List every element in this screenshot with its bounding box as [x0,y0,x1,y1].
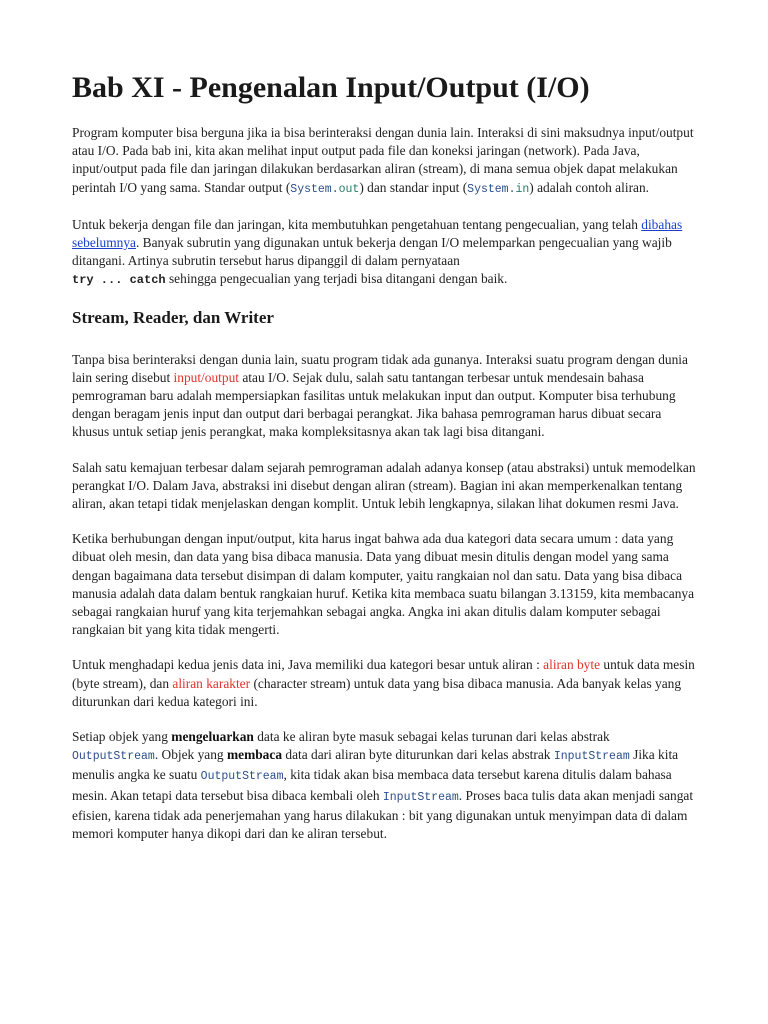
section-heading: Stream, Reader, dan Writer [72,307,274,327]
text: Jika kita menulis angka ke suatu [72,747,679,783]
text: Untuk menghadapi kedua jenis data ini, Java memiliki dua kategori besar untuk aliran : [72,657,544,673]
paragraph-io [72,351,697,442]
paragraph-stream: Salah satu kemajuan terbesar dalam sejarah pemrograman adalah adanya konsep (atau abstraksi) untuk memodelkan perangkat I/O. Dalam Java, abstraksi ini disebut dengan aliran (stream). Bagian ini akan memperkenalkan tentang aliran, akan tetapi tidak menjelaskan dengan komplit. Untuk lebih lengkapnya, silakan lihat dokumen resmi Java. [72,459,696,512]
text: ) adalah contoh aliran. [529,179,650,195]
code-in: in [515,182,530,196]
code-outputstream: OutputStream [200,770,284,784]
code-inputstream: InputStream [553,750,630,764]
text: Program komputer bisa berguna jika ia bisa berinteraksi dengan dunia lain. Interaksi di sini maksudnya input/output atau I/O. Pada bab ini, kita akan melihat input output pada file dan koneksi jaringan (network). Pada Java, input/output pada file dan jaringan dilakukan berdasarkan aliran (stream), di mana semua objek dapat melakukan perintah I/O yang sama. Standar output ( [72,125,694,195]
bold-membaca: membaca [226,747,283,763]
text: . Banyak subrutin yang digunakan untuk bekerja dengan I/O melemparkan pengecualian yang wajib ditangani. Artinya subrutin tersebut harus dipanggil di dalam pernyataan [72,235,672,269]
highlight-input-output: input/output [173,369,240,385]
text: Tanpa bisa berinteraksi dengan dunia lain, suatu program tidak ada gunanya. Interaksi suatu program dengan dunia lain sering disebut [72,351,688,385]
paragraph-byte-streams [72,728,697,843]
text: Setiap objek yang [72,729,172,745]
text: (character stream) untuk data yang bisa dibaca manusia. Ada banyak kelas yang diturunkan dari kedua kategori ini. [72,675,682,709]
paragraph-stream-types [72,656,697,711]
text: untuk data mesin (byte stream), dan [72,657,695,691]
document-page [72,70,697,860]
code-inputstream: InputStream [382,790,459,804]
page-title: Bab XI - Pengenalan Input/Output (I/O) [72,71,590,104]
highlight-aliran-byte: aliran byte [543,657,601,673]
text: , kita tidak akan bisa membaca data tersebut karena ditulis dalam bahasa mesin. Akan tetapi data tersebut bisa dibaca kembali oleh [72,767,672,803]
code-out: out [338,182,360,196]
text: data dari aliran byte diturunkan dari kelas abstrak [282,747,554,763]
code-system: System. [467,182,516,196]
text: . Objek yang [154,747,227,763]
text: sehingga pengecualian yang terjadi bisa ditangani dengan baik. [165,271,508,287]
text: atau I/O. Sejak dulu, salah satu tantangan terbesar untuk mendesain bahasa pemrograman baru adalah mempersiapkan fasilitas untuk melakukan input dan output. Komputer bisa terhubung dengan beragam jenis input dan output dari berbagai perangkat. Jika bahasa pemrograman harus dibuat secara khusus untuk setiap jenis perangkat, maka kompleksitasnya akan tak lagi bisa ditangani. [72,369,676,440]
paragraph-data-categories: Ketika berhubungan dengan input/output, kita harus ingat bahwa ada dua kategori data secara umum : data yang dibuat oleh mesin, dan data yang bisa dibaca manusia. Data yang dibuat mesin ditulis dengan model yang sama dengan bagaimana data tersebut disimpan di dalam komputer, yaitu rangkaian nol dan satu. Data yang bisa dibaca manusia adalah data dalam bentuk rangkaian huruf. Ketika kita membaca suatu bilangan 3.13159, kita membacanya sebagai rangkaian huruf yang kita terjemahkan sebagai angka. Angka ini akan ditulis dalam komputer sebagai rangkaian bit yang kita tidak mengerti. [72,531,695,638]
text: data ke aliran byte masuk sebagai kelas turunan dari kelas abstrak [253,729,610,745]
bold-mengeluarkan: mengeluarkan [171,729,254,745]
text: ) dan standar input ( [359,179,468,195]
link-previous-chapter[interactable]: dibahas sebelumnya [72,216,683,251]
paragraph-intro [72,124,697,199]
code-outputstream: OutputStream [72,750,155,764]
paragraph-exceptions [72,216,697,290]
code-system: System. [290,182,339,196]
highlight-aliran-karakter: aliran karakter [172,675,251,691]
code-try-catch: try ... catch [72,273,166,288]
text: Untuk bekerja dengan file dan jaringan, kita membutuhkan pengetahuan tentang pengecualian, yang telah [72,216,642,232]
text: . Proses baca tulis data akan menjadi sangat efisien, karena tidak ada penerjemahan yang harus dilakukan : bit yang digunakan untuk menyimpan data di dalam memori komputer hanya dikopi dari dan ke aliran tersebut. [72,787,694,842]
